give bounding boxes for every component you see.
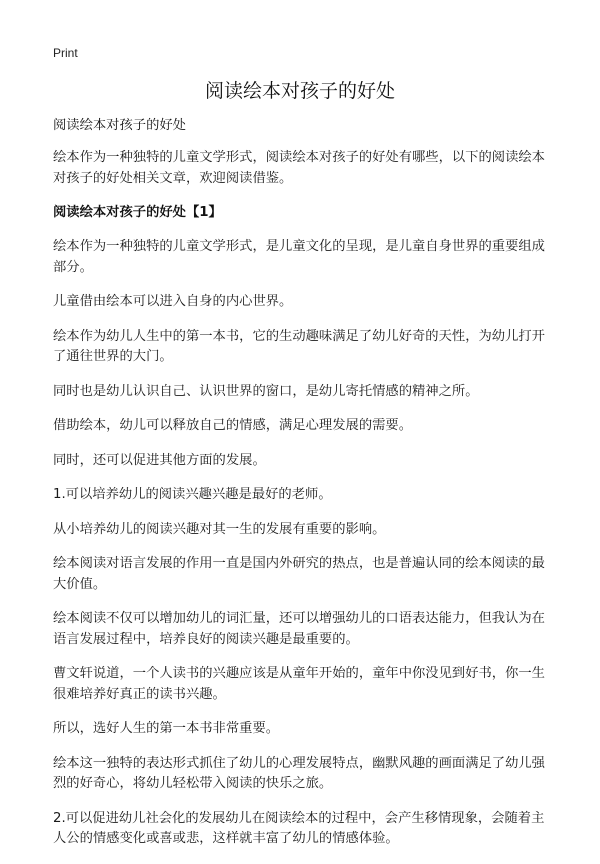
- intro-paragraph: 绘本作为一种独特的儿童文学形式，阅读绘本对孩子的好处有哪些，以下的阅读绘本对孩子的好处相关文章，欢迎阅读借鉴。: [53, 150, 545, 186]
- paragraph: 绘本这一独特的表达形式抓住了幼儿的心理发展特点，幽默风趣的画面满足了幼儿强烈的好奇心，将幼儿轻松带入阅读的快乐之旅。: [53, 755, 545, 791]
- paragraph: 儿童借由绘本可以进入自身的内心世界。: [53, 294, 293, 309]
- paragraph: 绘本阅读对语言发展的作用一直是国内外研究的热点，也是普遍认同的绘本阅读的最大价值。: [53, 556, 545, 592]
- paragraph: 借助绘本，幼儿可以释放自己的情感，满足心理发展的需要。: [53, 418, 413, 433]
- paragraph: 从小培养幼儿的阅读兴趣对其一生的发展有重要的影响。: [53, 521, 386, 537]
- paragraph: 同时也是幼儿认识自己、认识世界的窗口，是幼儿寄托情感的精神之所。: [53, 383, 479, 399]
- paragraph: 曹文轩说道，一个人读书的兴趣应该是从童年开始的，童年中你没见到好书，你一生很难培养好真正的读书兴趣。: [53, 666, 545, 702]
- paragraph: 2.可以促进幼儿社会化的发展幼儿在阅读绘本的过程中，会产生移情现象，会随着主人公的情感变化或喜或悲，这样就丰富了幼儿的情感体验。: [53, 810, 545, 846]
- article-subtitle: 阅读绘本对孩子的好处: [53, 118, 186, 133]
- paragraph: 绘本阅读不仅可以增加幼儿的词汇量，还可以增强幼儿的口语表达能力，但我认为在语言发展过程中，培养良好的阅读兴趣是最重要的。: [53, 611, 545, 647]
- print-link[interactable]: Print: [53, 46, 78, 60]
- paragraph: 同时，还可以促进其他方面的发展。: [53, 452, 266, 468]
- article-body: [53, 116, 549, 864]
- page-title: 阅读绘本对孩子的好处: [204, 80, 395, 102]
- section-heading: 阅读绘本对孩子的好处【1】: [53, 205, 222, 220]
- paragraph: 所以，选好人生的第一本书非常重要。: [53, 721, 280, 736]
- paragraph: 绘本作为一种独特的儿童文学形式，是儿童文化的呈现，是儿童自身世界的重要组成部分。: [53, 239, 545, 275]
- paragraph: 绘本作为幼儿人生中的第一本书，它的生动趣味满足了幼儿好奇的天性，为幼儿打开了通往世界的大门。: [53, 328, 545, 364]
- paragraph: 1.可以培养幼儿的阅读兴趣兴趣是最好的老师。: [53, 487, 332, 502]
